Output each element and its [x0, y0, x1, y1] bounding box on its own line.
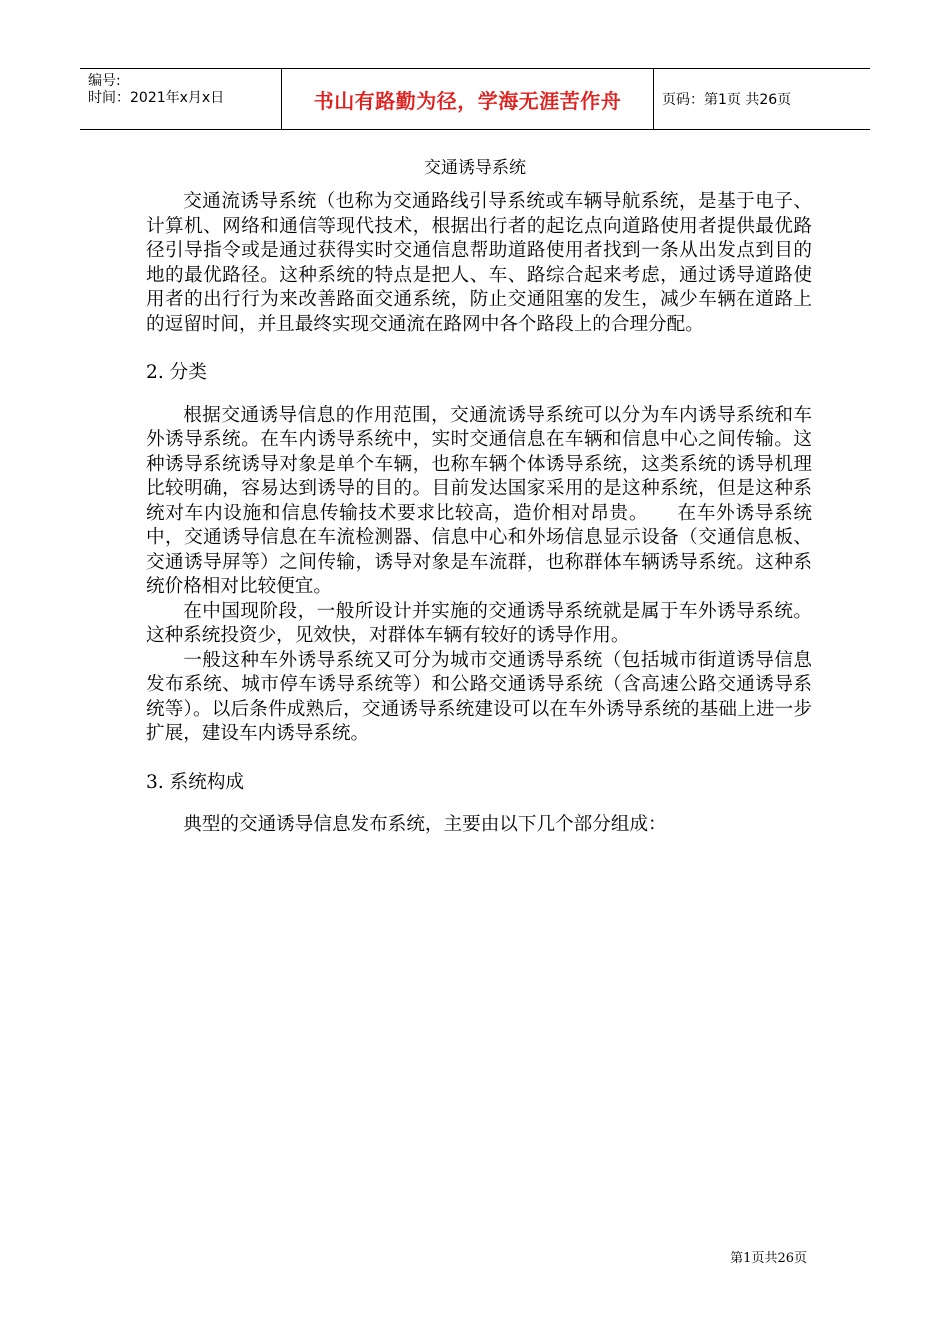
intro-paragraph: 交通流诱导系统（也称为交通路线引导系统或车辆导航系统，是基于电子、计算机、网络和通信等现代技术，根据出行者的起讫点向道路使用者提供最优路径引导指令或是通过获得实时交通信息帮助道路使用者找到一条从出发点到目的地的最优路径。这种系统的特点是把人、车、路综合起来考虑，通过诱导道路使用者的出行行为来改善路面交通系统，防止交通阻塞的发生，减少车辆在道路上的逗留时间，并且最终实现交通流在路网中各个路段上的合理分配。 — [146, 191, 812, 335]
section-2-paragraph-1: 根据交通诱导信息的作用范围，交通流诱导系统可以分为车内诱导系统和车外诱导系统。在车内诱导系统中，实时交通信息在车辆和信息中心之间传输。这种诱导系统诱导对象是单个车辆，也称车辆个体诱导系统，这类系统的诱导机理比较明确，容易达到诱导的目的。目前发达国家采用的是这种系统，但是这种系统对车内设施和信息传输技术要求比较高，造价相对昂贵。 在车外诱导系统中，交通诱导信息在车流检测器、信息中心和外场信息显示设备（交通信息板、交通诱导屏等）之间传输，诱导对象是车流群，也称群体车辆诱导系统。这种系统价格相对比较便宜。 — [146, 404, 812, 597]
document-number-label: 编号: — [88, 73, 121, 89]
header-meta — [88, 73, 283, 107]
header-page-info: 页码：第1页 共26页 — [662, 92, 792, 108]
section-3-paragraph-1: 典型的交通诱导信息发布系统，主要由以下几个部分组成： — [183, 814, 667, 835]
page-footer: 第1页共26页 — [730, 1251, 807, 1266]
section-2-paragraph-3: 一般这种车外诱导系统又可分为城市交通诱导系统（包括城市街道诱导信息发布系统、城市停车诱导系统等）和公路交通诱导系统（含高速公路交通诱导系统等）。以后条件成熟后，交通诱导系统建设可以在车外诱导系统的基础上进一步扩展，建设车内诱导系统。 — [146, 649, 812, 744]
header-motto: 书山有路勤为径，学海无涯苦作舟 — [281, 69, 654, 129]
document-title: 交通诱导系统 — [424, 158, 526, 178]
section-2-paragraph-2: 在中国现阶段，一般所设计并实施的交通诱导系统就是属于车外诱导系统。这种系统投资少，见效快，对群体车辆有较好的诱导作用。 — [146, 600, 812, 646]
section-2-heading: 2. 分类 — [146, 362, 207, 383]
page-header — [80, 68, 870, 130]
document-body — [146, 190, 812, 838]
document-date: 时间：2021年x月x日 — [88, 90, 225, 106]
section-3-heading: 3. 系统构成 — [146, 771, 245, 793]
